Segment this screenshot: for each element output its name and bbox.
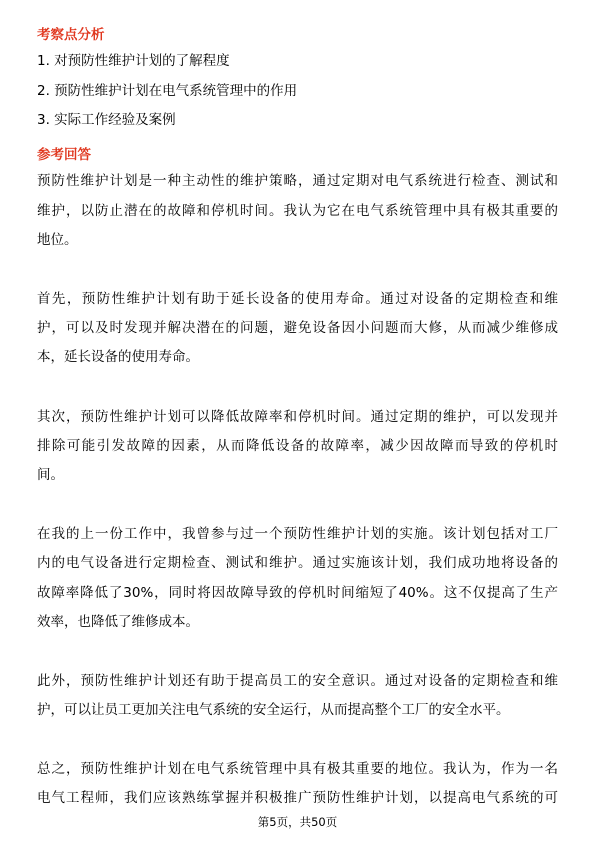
paragraph-3-line-2: 排除可能引发故障的因素，从而降低设备的故障率，减少因故障而导致的停机时 — [37, 438, 558, 454]
paragraph-5-line-1: 此外，预防性维护计划还有助于提高员工的安全意识。通过对设备的定期检查和维 — [37, 673, 558, 689]
paragraph-6-line-1: 总之，预防性维护计划在电气系统管理中具有极其重要的地位。我认为，作为一名 — [37, 761, 558, 777]
analysis-item-1: 1. 对预防性维护计划的了解程度 — [37, 53, 230, 69]
paragraph-4-line-2: 内的电气设备进行定期检查、测试和维护。通过实施该计划，我们成功地将设备的 — [37, 555, 558, 571]
paragraph-1-line-1: 预防性维护计划是一种主动性的维护策略，通过定期对电气系统进行检查、测试和 — [37, 173, 558, 189]
paragraph-5-line-2: 护，可以让员工更加关注电气系统的安全运行，从而提高整个工厂的安全水平。 — [37, 702, 510, 718]
paragraph-3-line-3: 间。 — [37, 467, 64, 483]
paragraph-4-line-1: 在我的上一份工作中，我曾参与过一个预防性维护计划的实施。该计划包括对工厂 — [37, 526, 558, 542]
paragraph-2-line-3: 本，延长设备的使用寿命。 — [37, 349, 199, 365]
paragraph-4-line-4: 效率，也降低了维修成本。 — [37, 614, 199, 630]
analysis-item-2: 2. 预防性维护计划在电气系统管理中的作用 — [37, 83, 298, 99]
paragraph-1-line-3: 地位。 — [37, 232, 78, 248]
page-number-footer: 第5页，共50页 — [257, 815, 338, 829]
analysis-heading: 考察点分析 — [37, 27, 105, 43]
paragraph-3-line-1: 其次，预防性维护计划可以降低故障率和停机时间。通过定期的维护，可以发现并 — [37, 409, 558, 425]
answer-heading: 参考回答 — [37, 147, 91, 163]
analysis-item-3: 3. 实际工作经验及案例 — [37, 112, 176, 128]
paragraph-1-line-2: 维护，以防止潜在的故障和停机时间。我认为它在电气系统管理中具有极其重要的 — [37, 203, 558, 219]
paragraph-4-line-3: 故障率降低了30%，同时将因故障导致的停机时间缩短了40%。这不仅提高了生产 — [37, 585, 558, 601]
paragraph-2-line-2: 护，可以及时发现并解决潜在的问题，避免设备因小问题而大修，从而减少维修成 — [37, 320, 558, 336]
paragraph-2-line-1: 首先，预防性维护计划有助于延长设备的使用寿命。通过对设备的定期检查和维 — [37, 291, 558, 307]
paragraph-6-line-2: 电气工程师，我们应该熟练掌握并积极推广预防性维护计划，以提高电气系统的可 — [37, 790, 558, 806]
